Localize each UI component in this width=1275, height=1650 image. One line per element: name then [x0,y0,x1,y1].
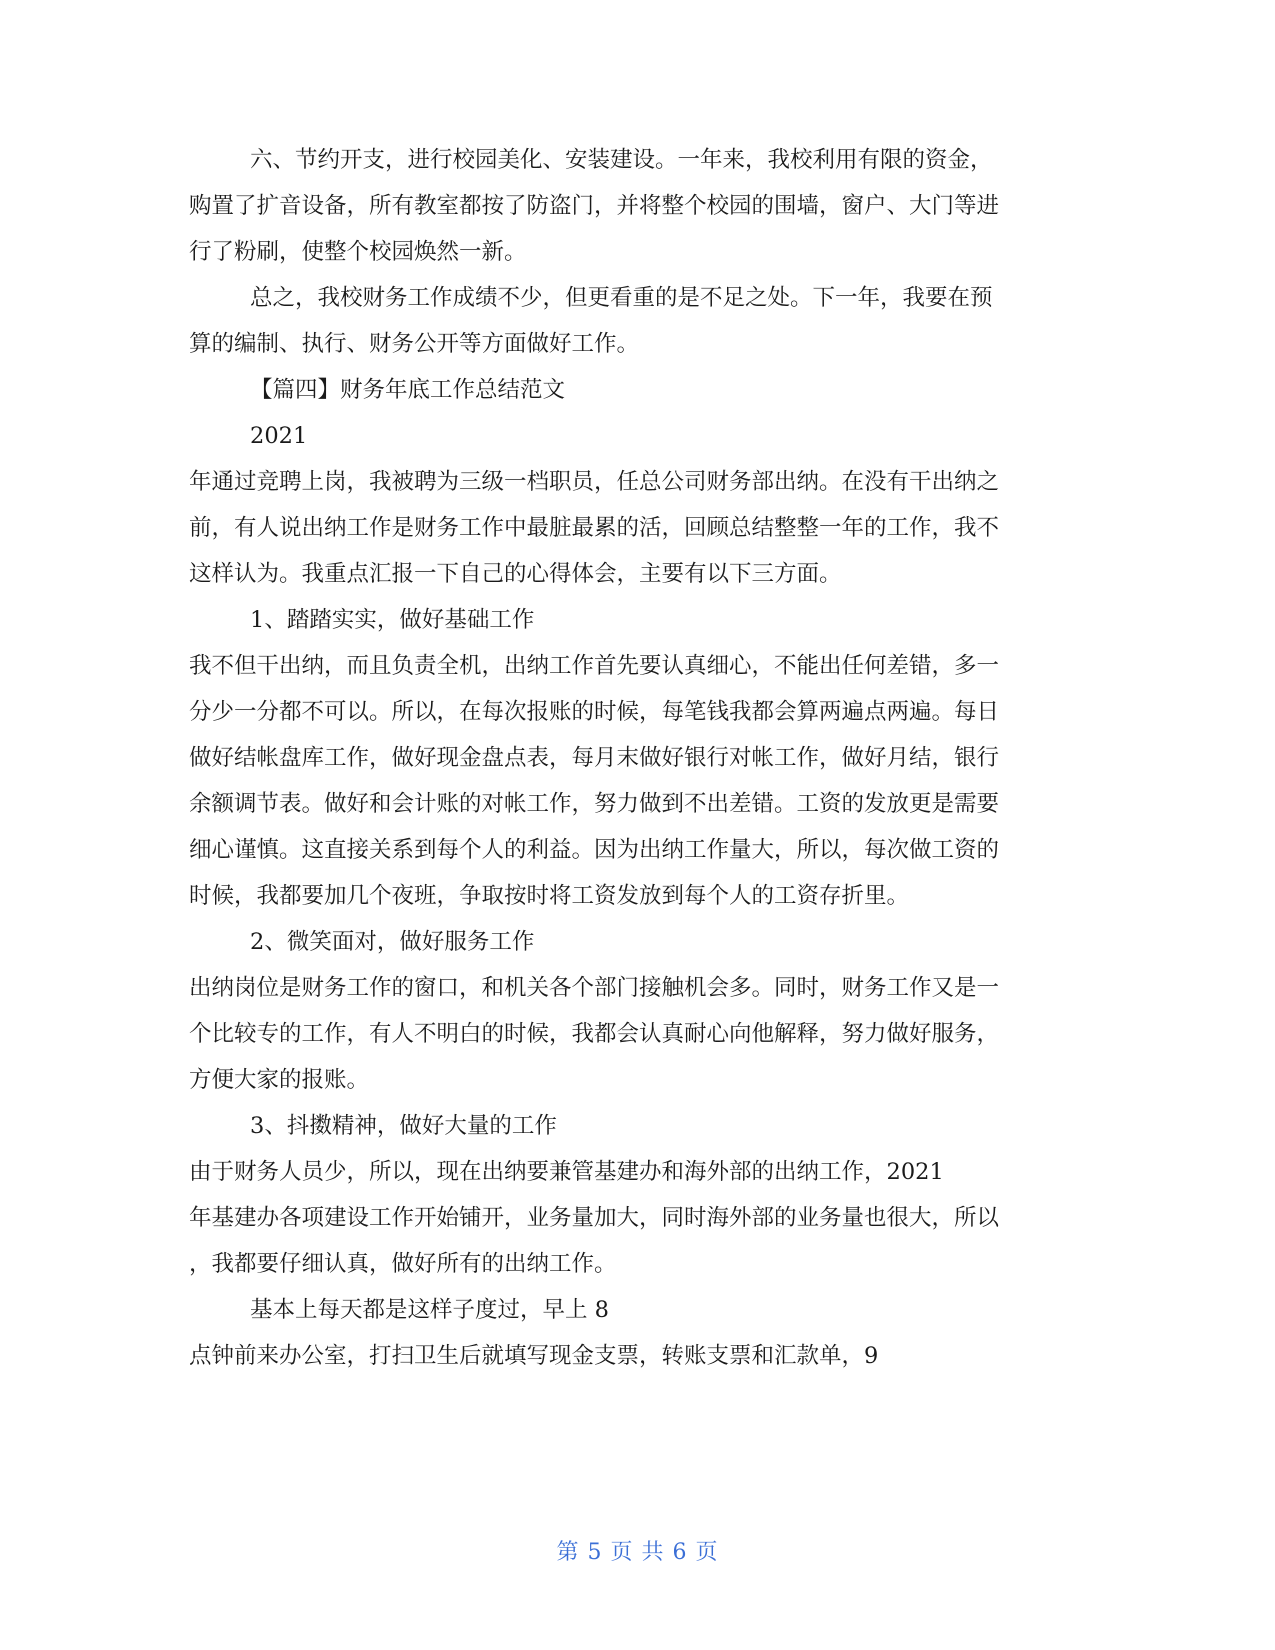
section-heading: 【篇四】财务年底工作总结范文 [250,377,566,403]
text-line: 算的编制、执行、财务公开等方面做好工作。 [189,331,640,357]
text-line: 这样认为。我重点汇报一下自己的心得体会，主要有以下三方面。 [189,561,842,587]
text-line: 六、节约开支，进行校园美化、安装建设。一年来，我校利用有限的资金， [250,147,993,173]
subsection-heading: 3、抖擞精神，做好大量的工作 [250,1113,557,1139]
footer-total-pages: 6 [672,1540,688,1565]
footer-suffix: 页 [695,1540,719,1565]
text-line: 总之，我校财务工作成绩不少，但更看重的是不足之处。下一年，我要在预 [250,285,993,311]
text-line: 出纳岗位是财务工作的窗口，和机关各个部门接触机会多。同时，财务工作又是一 [189,975,1000,1001]
text-line: 分少一分都不可以。所以，在每次报账的时候，每笔钱我都会算两遍点两遍。每日 [189,699,1000,725]
subsection-heading: 1、踏踏实实，做好基础工作 [250,607,535,633]
text-line: 2021 [250,423,308,449]
footer-page-number: 5 [587,1540,603,1565]
subsection-heading: 2、微笑面对，做好服务工作 [250,929,535,955]
text-line: 基本上每天都是这样子度过，早上 8 [250,1297,609,1323]
text-line: 行了粉刷，使整个校园焕然一新。 [189,239,527,265]
text-line: 点钟前来办公室，打扫卫生后就填写现金支票，转账支票和汇款单，9 [189,1343,879,1369]
text-line: 购置了扩音设备，所有教室都按了防盗门，并将整个校园的围墙，窗户、大门等进 [189,193,1000,219]
text-line: 年基建办各项建设工作开始铺开，业务量加大，同时海外部的业务量也很大，所以 [189,1205,1000,1231]
text-line: 细心谨慎。这直接关系到每个人的利益。因为出纳工作量大，所以，每次做工资的 [189,837,1000,863]
text-line: 时候，我都要加几个夜班，争取按时将工资发放到每个人的工资存折里。 [189,883,910,909]
page-footer [0,1535,1275,1566]
text-line: ，我都要仔细认真，做好所有的出纳工作。 [189,1251,617,1277]
text-line: 个比较专的工作，有人不明白的时候，我都会认真耐心向他解释，努力做好服务， [189,1021,1000,1047]
footer-prefix: 第 [556,1540,580,1565]
text-line: 方便大家的报账。 [189,1067,370,1093]
text-line: 前，有人说出纳工作是财务工作中最脏最累的活，回顾总结整整一年的工作，我不 [189,515,1000,541]
text-line: 由于财务人员少，所以，现在出纳要兼管基建办和海外部的出纳工作，2021 [189,1159,944,1185]
text-line: 做好结帐盘库工作，做好现金盘点表，每月末做好银行对帐工作，做好月结，银行 [189,745,1000,771]
text-line: 余额调节表。做好和会计账的对帐工作，努力做到不出差错。工资的发放更是需要 [189,791,1000,817]
text-line: 我不但干出纳，而且负责全机，出纳工作首先要认真细心，不能出任何差错，多一 [189,653,1000,679]
text-line: 年通过竞聘上岗，我被聘为三级一档职员，任总公司财务部出纳。在没有干出纳之 [189,469,1000,495]
footer-middle: 页 共 [610,1540,665,1565]
